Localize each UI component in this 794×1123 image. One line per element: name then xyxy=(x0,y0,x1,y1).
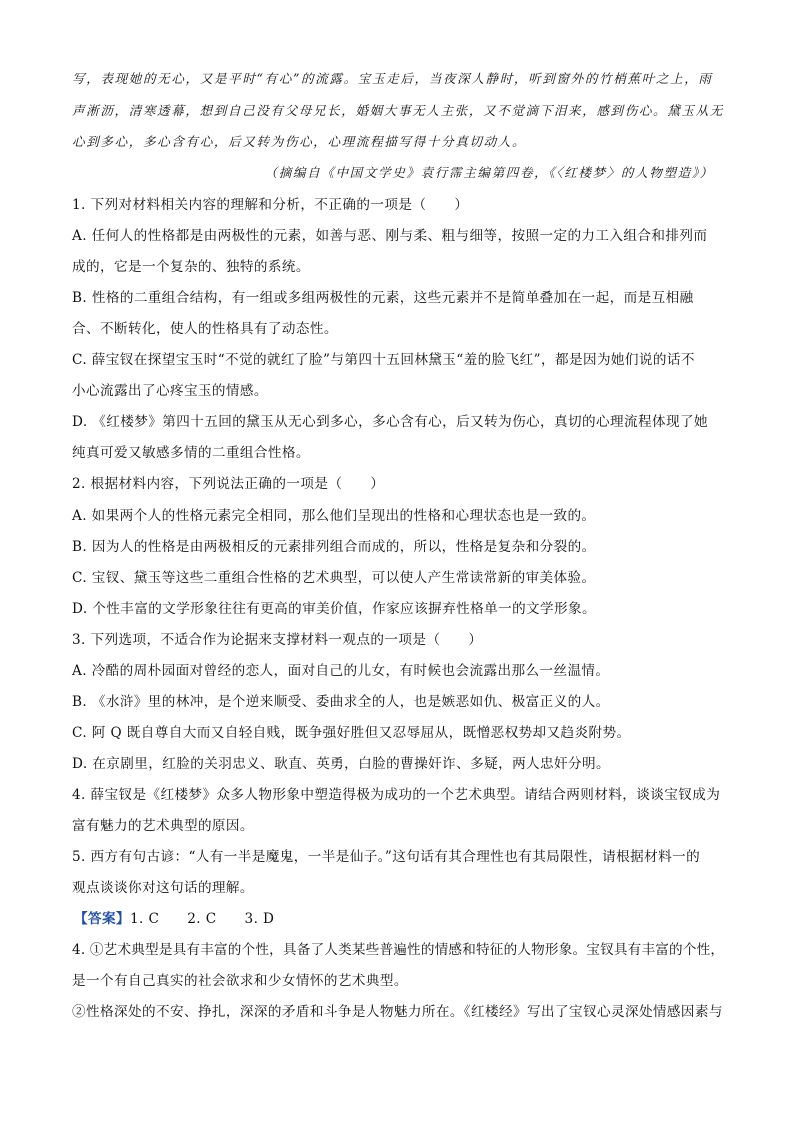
answer-4-line: ②性格深处的不安、挣扎，深深的矛盾和斗争是人物魅力所在。《红楼经》写出了宝钗心灵深处情感因素与 xyxy=(72,1004,723,1020)
question-1-option-d-cont: 纯真可爱又敏感多情的二重组合性格。 xyxy=(72,445,310,461)
excerpt-line: 写，表现她的无心，又是平时“有心”的流露。宝玉走后，当夜深人静时，听到窗外的竹梢蕉叶之上，雨 xyxy=(72,71,713,86)
question-1-option-b: B. 性格的二重组合结构，有一组或多组两极性的元素，这些元素并不是简单叠加在一起，而是互相融 xyxy=(72,290,694,306)
question-2-option-c: C. 宝钗、黛玉等这些二重组合性格的艺术典型，可以使人产生常读常新的审美体验。 xyxy=(72,570,596,586)
question-1-option-a: A. 任何人的性格都是由两极性的元素，如善与恶、刚与柔、粗与细等，按照一定的力工入组合和排列而 xyxy=(72,228,708,244)
question-4-stem: 4. 薛宝钗是《红楼梦》众多人物形象中塑造得极为成功的一个艺术典型。请结合两则材料，谈谈宝钗成为 xyxy=(72,787,721,803)
question-2-stem: 2. 根据材料内容，下列说法正确的一项是（ ） xyxy=(72,476,385,492)
question-1-stem: 1. 下列对材料相关内容的理解和分析，不正确的一项是（ ） xyxy=(72,197,469,213)
question-3-option-a: A. 冷酷的周朴园面对曾经的恋人，面对自己的儿女，有时候也会流露出那么一丝温情。 xyxy=(72,663,610,679)
question-1-option-d: D. 《红楼梦》第四十五回的黛玉从无心到多心，多心含有心，后又转为伤心，真切的心理流程体现了她 xyxy=(72,414,708,430)
question-1-option-c-cont: 小心流露出了心疼宝玉的情感。 xyxy=(72,383,268,399)
answer-4-line: 4. ①艺术典型是具有丰富的个性，具备了人类某些普遍性的情感和特征的人物形象。宝钗具有丰富的个性， xyxy=(72,942,725,958)
question-1-option-c: C. 薛宝钗在探望宝玉时“不觉的就红了脸”与第四十五回林黛玉“羞的脸飞红”，都是因为她们说的话不 xyxy=(72,352,695,368)
answer-label: 【答案】 xyxy=(74,911,130,927)
question-3-stem: 3. 下列选项，不适合作为论据来支撑材料一观点的一项是（ ） xyxy=(72,632,483,648)
question-3-option-d: D. 在京剧里，红脸的关羽忠义、耿直、英勇，白脸的曹操奸诈、多疑，两人忠奸分明。 xyxy=(72,756,611,772)
question-5-stem: 5. 西方有句古谚：“人有一半是魔鬼，一半是仙子。”这句话有其合理性也有其局限性，请根据材料一的 xyxy=(72,849,701,865)
answer-4-line: 是一个有自己真实的社会欲求和少女情怀的艺术典型。 xyxy=(72,973,408,989)
question-1-option-a-cont: 成的，它是一个复杂的、独特的系统。 xyxy=(72,259,310,275)
answer-choices: 1. C 2. C 3. D xyxy=(129,911,275,927)
question-5-stem-cont: 观点谈谈你对这句话的理解。 xyxy=(72,880,254,896)
question-3-option-c: C. 阿 Q 既自尊自大而又自轻自贱，既争强好胜但又忍辱屈从，既憎恶权势却又趋炎附势。 xyxy=(72,725,631,741)
question-1-option-b-cont: 合、不断转化，使人的性格具有了动态性。 xyxy=(72,321,338,337)
answer-line xyxy=(74,907,274,927)
excerpt-line: 心到多心，多心含有心，后又转为伤心，心理流程描写得十分真切动人。 xyxy=(72,134,527,149)
question-3-option-b: B. 《水浒》里的林冲，是个逆来顺受、委曲求全的人，也是嫉恶如仇、极富正义的人。 xyxy=(72,694,610,710)
question-4-stem-cont: 富有魅力的艺术典型的原因。 xyxy=(72,818,254,834)
excerpt-line: 声淅沥，清寒透幕，想到自己没有父母兄长，婚姻大事无人主张，又不觉滴下泪来，感到伤心。黛玉从无 xyxy=(72,103,724,118)
question-2-option-a: A. 如果两个人的性格元素完全相同，那么他们呈现出的性格和心理状态也是一致的。 xyxy=(72,508,596,524)
excerpt-source: （摘编自《中国文学史》袁行霈主编第四卷，《〈红楼梦〉的人物塑造》） xyxy=(264,165,714,180)
question-2-option-b: B. 因为人的性格是由两极相反的元素排列组合而成的，所以，性格是复杂和分裂的。 xyxy=(72,539,596,555)
question-2-option-d: D. 个性丰富的文学形象往往有更高的审美价值，作家应该摒弃性格单一的文学形象。 xyxy=(72,601,597,617)
